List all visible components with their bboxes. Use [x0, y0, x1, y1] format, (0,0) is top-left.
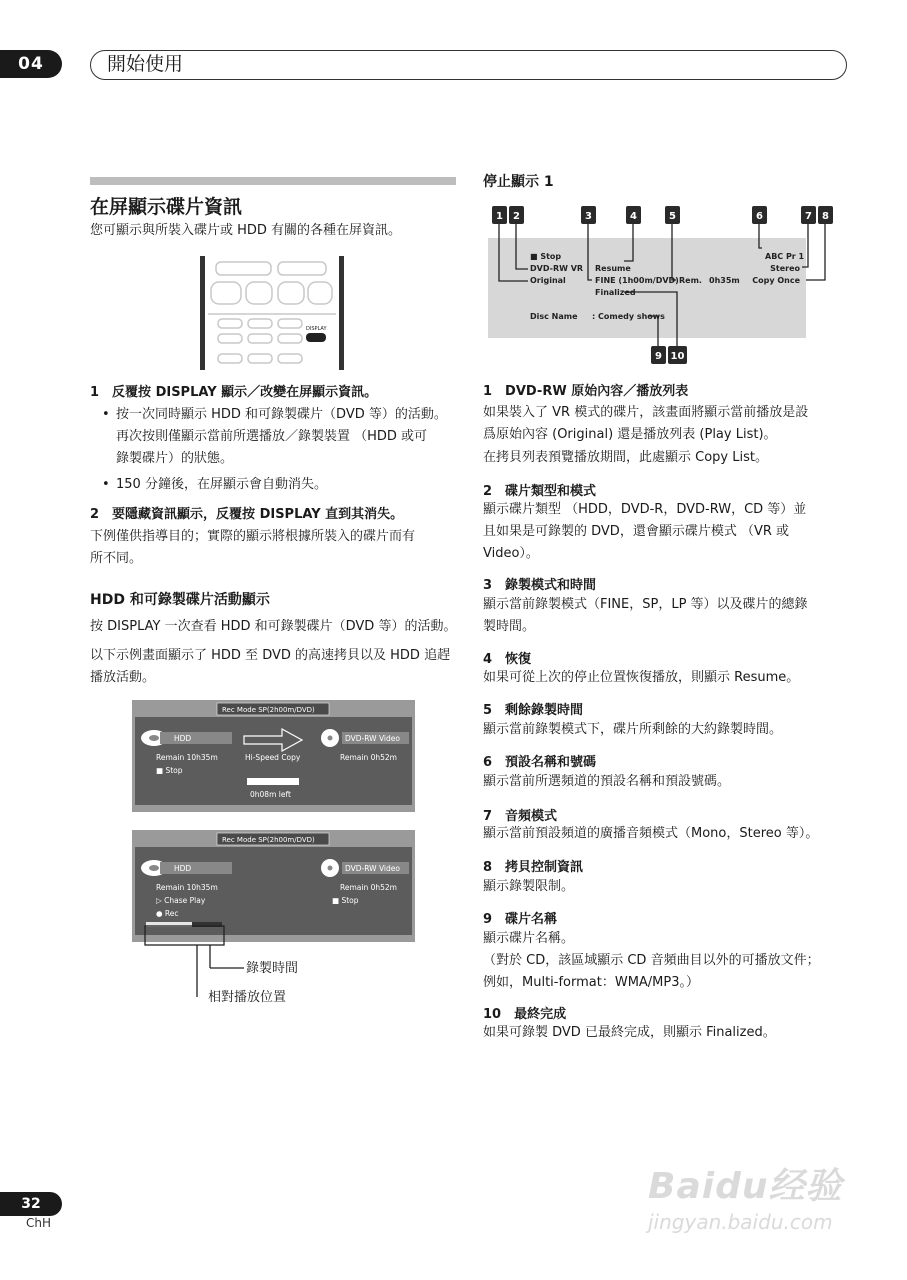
- page-number: 32: [0, 1192, 62, 1216]
- item-7-title: 7 音頻模式: [483, 809, 558, 824]
- watermark-logo: Baidu经验: [648, 1166, 843, 1207]
- audio-mode: Stereo: [770, 264, 800, 273]
- osd-remain-left: Remain 10h35m: [156, 883, 218, 892]
- osd-rec-mode: Rec Mode SP(2h00m/DVD): [222, 706, 315, 714]
- preset-name: ABC Pr 1: [765, 252, 805, 261]
- item-3-line: 顯示當前錄製模式（FINE，SP，LP 等）以及碟片的總錄: [483, 597, 808, 612]
- osd-stop: ■ Stop: [332, 896, 359, 905]
- item-4-title: 4 恢復: [483, 652, 532, 667]
- osd-dvd-label: DVD-RW Video: [345, 734, 400, 743]
- rem-label: Rem.: [679, 276, 702, 285]
- stop-display-figure: [488, 200, 838, 370]
- osd-rec-mode: Rec Mode SP(2h00m/DVD): [222, 836, 315, 844]
- osd-rec: ● Rec: [156, 909, 179, 918]
- step2-l2: 所不同。: [90, 551, 143, 566]
- step2-l1: 下例僅供指導目的；實際的顯示將根據所裝入的碟片而有: [90, 529, 416, 544]
- callout-2: 2: [513, 211, 520, 222]
- item-10-line: 如果可錄製 DVD 已最終完成，則顯示 Finalized。: [483, 1025, 776, 1040]
- callout-7: 7: [805, 211, 812, 222]
- item-5-title: 5 剩餘錄製時間: [483, 703, 584, 718]
- item-9-line: 顯示碟片名稱。: [483, 931, 575, 946]
- osd-hispeed: Hi-Speed Copy: [245, 753, 301, 762]
- sub-p2-l1: 以下示例畫面顯示了 HDD 至 DVD 的高速拷貝以及 HDD 追趕: [90, 648, 451, 663]
- callout-10: 10: [670, 351, 685, 362]
- item-2-line: 顯示碟片類型 （HDD，DVD-R，DVD-RW，CD 等）並: [483, 502, 807, 517]
- rem-time: 0h35m: [709, 276, 740, 285]
- callout-3: 3: [585, 211, 592, 222]
- item-7-line: 顯示當前預設頻道的廣播音頻模式（Mono，Stereo 等）。: [483, 826, 819, 841]
- disc-name-value: : Comedy shows: [592, 312, 665, 321]
- osd-stop: ■ Stop: [156, 766, 183, 775]
- osd-hdd-label: HDD: [174, 734, 192, 743]
- item-4-line: 如果可從上次的停止位置恢復播放，則顯示 Resume。: [483, 670, 800, 685]
- item-9-line: 例如，Multi-format：WMA/MP3。）: [483, 975, 700, 990]
- remote-illustration: [196, 254, 348, 372]
- bullet: •: [102, 407, 110, 422]
- osd-remain-right: Remain 0h52m: [340, 753, 397, 762]
- item-3-title: 3 錄製模式和時間: [483, 578, 597, 593]
- callout-4: 4: [630, 211, 637, 222]
- sub-p2-l2: 播放活動。: [90, 670, 156, 685]
- item-10-title: 10 最終完成: [483, 1007, 567, 1022]
- disc-type-mode: DVD-RW VR: [530, 264, 584, 273]
- step2-title: 2 要隱藏資訊顯示，反覆按 DISPLAY 直到其消失。: [90, 507, 404, 522]
- resume-label: Resume: [595, 264, 631, 273]
- item-2-title: 2 碟片類型和模式: [483, 484, 597, 499]
- progress-bar: [247, 778, 299, 785]
- osd-screen-1: [132, 700, 415, 812]
- original-label: Original: [530, 276, 566, 285]
- item-8-title: 8 拷貝控制資訊: [483, 860, 584, 875]
- chapter-title: 開始使用: [90, 50, 847, 80]
- item-9-line: （對於 CD，該區域顯示 CD 音頻曲目以外的可播放文件；: [483, 953, 820, 968]
- item-6-line: 顯示當前所選頻道的預設名稱和預設號碼。: [483, 774, 731, 789]
- callout-5: 5: [669, 211, 676, 222]
- osd-remain-right: Remain 0h52m: [340, 883, 397, 892]
- bullet: •: [102, 477, 110, 492]
- item-8-line: 顯示錄製限制。: [483, 879, 575, 894]
- step1-b1-l3: 錄製碟片）的狀態。: [116, 451, 234, 466]
- remote-display-label: DISPLAY: [306, 326, 327, 332]
- item-1-line: 爲原始內容 (Original) 還是播放列表 (Play List)。: [483, 427, 777, 442]
- sub-title: HDD 和可錄製碟片活動顯示: [90, 592, 270, 608]
- step1-b2: 150 分鐘後，在屏顯示會自動消失。: [116, 477, 327, 492]
- stop-status: ■ Stop: [530, 252, 562, 261]
- sub-p1: 按 DISPLAY 一次查看 HDD 和可錄製碟片（DVD 等）的活動。: [90, 619, 457, 634]
- label-relative-position: 相對播放位置: [208, 990, 287, 1005]
- label-rec-time: 錄製時間: [246, 961, 299, 976]
- callout-1: 1: [496, 211, 503, 222]
- display-button[interactable]: [306, 333, 326, 342]
- item-2-line: 且如果是可錄製的 DVD，還會顯示碟片模式 （VR 或: [483, 524, 790, 539]
- intro-text: 您可顯示與所裝入碟片或 HDD 有關的各種在屏資訊。: [90, 223, 402, 238]
- item-2-line: Video）。: [483, 546, 539, 561]
- item-3-line: 製時間。: [483, 619, 536, 634]
- rec-mode-time: FINE (1h00m/DVD): [595, 276, 679, 285]
- language-code: ChH: [26, 1216, 52, 1230]
- stop-display-title: 停止顯示 1: [483, 174, 554, 190]
- watermark-url: jingyan.baidu.com: [648, 1210, 833, 1234]
- finalized-label: Finalized: [595, 288, 636, 297]
- chapter-number: 04: [0, 50, 62, 78]
- item-5-line: 顯示當前錄製模式下，碟片所剩餘的大約錄製時間。: [483, 722, 783, 737]
- section-title: 在屏顯示碟片資訊: [90, 196, 243, 218]
- item-1-title: 1 DVD-RW 原始內容／播放列表: [483, 384, 689, 399]
- step1-title: 1 反覆按 DISPLAY 顯示／改變在屏顯示資訊。: [90, 385, 378, 400]
- step1-b1-l1: 按一次同時顯示 HDD 和可錄製碟片（DVD 等）的活動。: [116, 407, 447, 422]
- item-1-line: 如果裝入了 VR 模式的碟片，該畫面將顯示當前播放是設: [483, 405, 809, 420]
- osd-remain-left: Remain 10h35m: [156, 753, 218, 762]
- osd-hdd-label: HDD: [174, 864, 192, 873]
- osd-time-left: 0h08m left: [250, 790, 291, 799]
- callout-8: 8: [822, 211, 829, 222]
- item-6-title: 6 預設名稱和號碼: [483, 755, 597, 770]
- item-1-line: 在拷貝列表預覽播放期間，此處顯示 Copy List。: [483, 450, 768, 465]
- disc-name-label: Disc Name: [530, 312, 578, 321]
- step1-b1-l2: 再次按則僅顯示當前所選播放／錄製裝置 （HDD 或可: [116, 429, 428, 444]
- osd-dvd-label: DVD-RW Video: [345, 864, 400, 873]
- section-bar: [90, 177, 456, 185]
- callout-6: 6: [756, 211, 763, 222]
- osd-chase-play: ▷ Chase Play: [156, 896, 206, 905]
- copy-control: Copy Once: [752, 276, 800, 285]
- item-9-title: 9 碟片名稱: [483, 912, 558, 927]
- callout-9: 9: [655, 351, 662, 362]
